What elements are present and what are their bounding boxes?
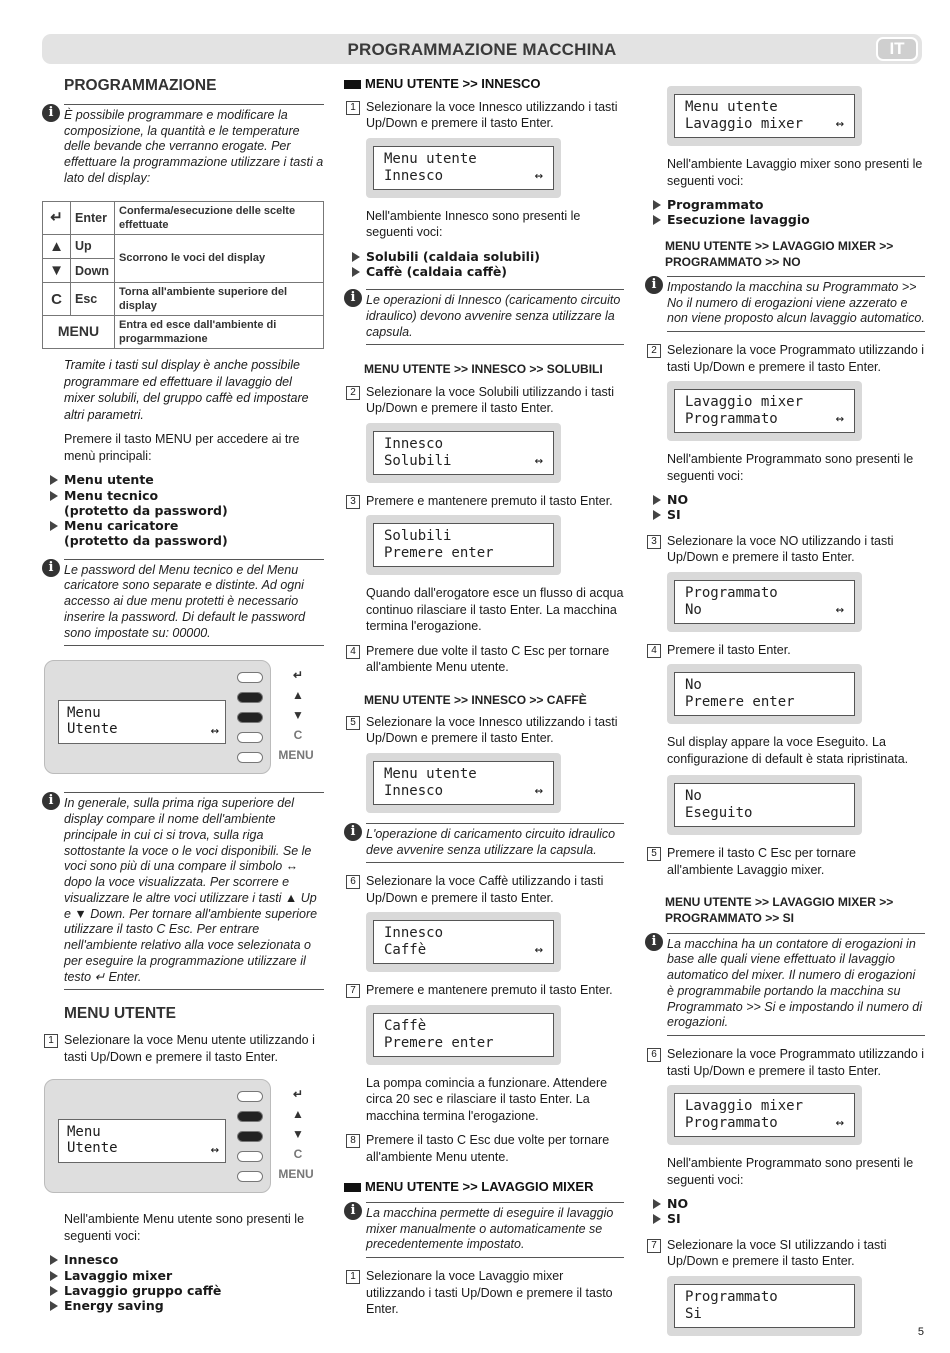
scroll-arrows-icon: ↔	[534, 942, 543, 959]
step: 3 Selezionare la voce NO utilizzando i tasti Up/Down e premere il tasto Enter.	[645, 533, 925, 566]
enter-icon: ↵	[292, 1087, 304, 1102]
note-text: Le password del Menu tecnico e del Menu caricatore sono separate e distinte. Ad ogni accesso ai due menu protetti è necessario inserire la password. Di default le password sono impostate su: 00000.	[64, 559, 324, 647]
key-desc: Entra ed esce dall'ambiente di progarmmazione	[115, 316, 324, 349]
info-icon: i	[344, 1202, 362, 1220]
step: 6 Selezionare la voce Caffè utilizzando i tasti Up/Down e premere il tasto Enter.	[344, 873, 624, 906]
display-line: Premere enter	[384, 545, 494, 562]
scroll-arrows-icon: ↔	[835, 1115, 844, 1131]
menu-button[interactable]	[237, 1171, 263, 1182]
step-text: Premere due volte il tasto C Esc per tornare all'ambiente Menu utente.	[366, 643, 610, 675]
step-text: Selezionare la voce Innesco utilizzando i tasti Up/Down e premere il tasto Enter.	[366, 714, 618, 746]
step-text: Premere il tasto Enter.	[667, 642, 791, 657]
display-line: Innesco	[384, 435, 444, 452]
page-number: 5	[917, 1325, 924, 1338]
step: 1 Selezionare la voce Lavaggio mixer utilizzando i tasti Up/Down e premere il tasto Enter.	[344, 1268, 624, 1318]
enter-icon: ↵	[43, 201, 71, 234]
keys-table	[42, 201, 324, 350]
items-list	[653, 492, 925, 523]
page-title: PROGRAMMAZIONE MACCHINA	[347, 40, 617, 59]
display-line: Menu utente	[685, 99, 778, 115]
enter-icon: ↵	[292, 668, 304, 683]
esc-icon: C	[43, 283, 71, 316]
down-button[interactable]	[237, 712, 263, 723]
list-item: Menu utente	[50, 472, 324, 487]
step-text: Selezionare la voce Programmato utilizzando i tasti Up/Down e premere il tasto Enter.	[667, 343, 925, 374]
step: 1 Selezionare la voce Menu utente utilizzando i tasti Up/Down e premere il tasto Enter.	[42, 1032, 324, 1065]
display-line: Caffè	[384, 942, 427, 959]
paragraph: Nell'ambiente Lavaggio mixer sono presenti le seguenti voci:	[667, 157, 923, 188]
esc-label: C	[293, 728, 303, 743]
info-note	[42, 104, 324, 191]
list-item: NO	[653, 492, 925, 507]
info-icon: i	[42, 792, 60, 810]
key-name: Enter	[71, 201, 115, 234]
paragraph: La pompa comincia a funzionare. Attendere circa 20 sec e rilasciare il tasto Enter. La macchina termina l'erogazione.	[366, 1075, 608, 1123]
scroll-arrows-icon: ↔	[534, 452, 543, 469]
note-text: È possibile programmare e modificare la composizione, la quantità e le temperature delle bevande che verranno erogate. Per effettuare la programmazione utilizzare i tasti a lato del display:	[64, 104, 324, 191]
display-line: Menu utente	[384, 150, 477, 167]
info-note	[42, 792, 324, 990]
info-icon: i	[42, 104, 60, 122]
column-3	[645, 80, 925, 1346]
step-text: Premere e mantenere premuto il tasto Enter.	[366, 493, 613, 508]
paragraph: Sul display appare la voce Eseguito. La configurazione di default è stata ripristinata.	[667, 735, 909, 766]
lcd-display	[667, 572, 862, 632]
paragraph: Premere il tasto MENU per accedere ai tre menù principali:	[64, 432, 300, 463]
step: 5 Premere il tasto C Esc per tornare all'ambiente Lavaggio mixer.	[645, 845, 925, 878]
up-arrow-icon: ▲	[292, 1107, 304, 1122]
down-arrow-icon: ▼	[43, 258, 71, 282]
note-text: In generale, sulla prima riga superiore del display compare il nome dell'ambiente principale in cui ci si trova, sulla riga sottostante la voce o le voci disponibili. Se le voci sono più di una compare il simbolo ↔ dopo la voce visualizzata. Per scorrere e visualizzare le altre voci utilizzare i tasti ▲ Up e ▼ Down. Per tornare all'ambiente superiore utilizzare il tasto C Esc. Per entrare nell'ambiente relativo alla voce selezionata o per eseguire la programmazione utilizzare il testo ↵ Enter.	[64, 792, 324, 990]
step-text: Premere e mantenere premuto il tasto Enter.	[366, 983, 613, 998]
info-icon: i	[344, 823, 362, 841]
heading-text: MENU UTENTE >> LAVAGGIO MIXER	[365, 1179, 594, 1195]
display-line: Menu	[67, 705, 101, 722]
list-item: Lavaggio gruppo caffè	[50, 1283, 324, 1298]
info-note	[645, 933, 925, 1037]
display-line: Premere enter	[384, 1034, 494, 1051]
step-text: Selezionare la voce Programmato utilizzando i tasti Up/Down e premere il tasto Enter.	[667, 1047, 925, 1078]
up-arrow-icon: ▲	[43, 234, 71, 258]
down-arrow-icon: ▼	[292, 1127, 304, 1142]
up-button[interactable]	[237, 692, 263, 703]
display-line: Solubili	[384, 528, 452, 545]
key-desc: Conferma/esecuzione delle scelte effettuate	[115, 201, 324, 234]
info-note	[344, 823, 624, 864]
display-line: No	[685, 677, 702, 694]
heading-text: MENU UTENTE >> INNESCO	[365, 76, 541, 91]
display-line: Caffè	[384, 1017, 427, 1034]
list-item: Solubili (caldaia solubili)	[352, 249, 624, 264]
subheading: MENU UTENTE >> LAVAGGIO MIXER >> PROGRAMMATO >> NO	[665, 238, 894, 269]
info-icon: i	[42, 559, 60, 577]
control-panel	[42, 660, 324, 778]
display-line: No	[685, 788, 702, 805]
step-text: Selezionare la voce Innesco utilizzando i tasti Up/Down e premere il tasto Enter.	[366, 99, 618, 131]
enter-button[interactable]	[237, 1091, 263, 1102]
lcd-display	[667, 775, 862, 835]
menu-label: MENU	[278, 1167, 314, 1182]
enter-button[interactable]	[237, 672, 263, 683]
menu-label: MENU	[278, 748, 314, 763]
up-arrow-icon: ▲	[292, 688, 304, 703]
step: 2 Selezionare la voce Solubili utilizzando i tasti Up/Down e premere il tasto Enter.	[344, 384, 624, 417]
lcd-display	[667, 1085, 862, 1145]
items-list	[653, 197, 925, 228]
step: 7 Premere e mantenere premuto il tasto Enter.	[344, 982, 624, 999]
list-item: Energy saving	[50, 1298, 324, 1313]
display-line: Innesco	[384, 782, 444, 799]
esc-button[interactable]	[237, 732, 263, 743]
lcd-display	[366, 1005, 561, 1065]
scroll-arrows-icon: ↔	[835, 601, 844, 618]
step-text: Premere il tasto C Esc due volte per tornare all'ambiente Menu utente.	[366, 1133, 610, 1164]
items-list	[352, 249, 624, 280]
section-heading: PROGRAMMAZIONE	[64, 77, 217, 94]
note-text: L'operazione di caricamento circuito idraulico deve avvenire senza utilizzare la capsula.	[366, 823, 624, 864]
step-text: Selezionare la voce Menu utente utilizzando i tasti Up/Down e premere il tasto Enter.	[64, 1033, 315, 1064]
paragraph: Nell'ambiente Menu utente sono presenti le seguenti voci:	[64, 1212, 305, 1243]
info-icon: i	[645, 276, 663, 294]
lcd-display	[667, 86, 862, 146]
step: 6 Selezionare la voce Programmato utilizzando i tasti Up/Down e premere il tasto Enter.	[645, 1046, 925, 1079]
paragraph: Quando dall'erogatore esce un flusso di acqua continuo rilasciare il tasto Enter. La macchina termina l'erogazione.	[366, 586, 624, 634]
display-line: Programmato	[685, 411, 778, 428]
scroll-arrows-icon: ↔	[534, 782, 543, 799]
key-desc: Scorrono le voci del display	[115, 234, 324, 282]
list-item: Innesco	[50, 1252, 324, 1267]
display-line: Lavaggio mixer	[685, 394, 804, 411]
display-line: Menu	[67, 1124, 101, 1141]
step-text: Selezionare la voce Caffè utilizzando i tasti Up/Down e premere il tasto Enter.	[366, 874, 604, 905]
scroll-arrows-icon: ↔	[210, 1142, 219, 1159]
note-text: La macchina permette di eseguire il lavaggio mixer manualmente o automaticamente se precedentemente impostato.	[366, 1202, 624, 1258]
note-text: Le operazioni di Innesco (caricamento circuito idraulico) devono avvenire senza utilizzare la capsula.	[366, 289, 624, 345]
menu-key: MENU	[43, 316, 115, 349]
note-text: Impostando la macchina su Programmato >> No il numero di erogazioni viene azzerato e non viene proposto alcun lavaggio automatico.	[667, 276, 925, 332]
step: 2 Selezionare la voce Programmato utilizzando i tasti Up/Down e premere il tasto Enter.	[645, 342, 925, 375]
key-name: Up	[71, 234, 115, 258]
paragraph: Nell'ambiente Programmato sono presenti le seguenti voci:	[667, 1156, 914, 1187]
paragraph: Nell'ambiente Programmato sono presenti le seguenti voci:	[667, 452, 914, 483]
display-line: Premere enter	[685, 694, 795, 711]
up-button[interactable]	[237, 1111, 263, 1122]
list-item: Caffè (caldaia caffè)	[352, 264, 624, 279]
esc-label: C	[293, 1147, 303, 1162]
paragraph: Tramite i tasti sul display è anche possibile programmare ed effettuare il lavaggio del mixer solubili, del gruppo caffè ed impostare altri parametri.	[64, 358, 309, 422]
key-desc: Torna all'ambiente superiore del display	[115, 283, 324, 316]
display-line: Si	[685, 1305, 702, 1322]
lcd-display	[667, 381, 862, 441]
step-text: Selezionare la voce SI utilizzando i tasti Up/Down e premere il tasto Enter.	[667, 1237, 887, 1268]
subheading: MENU UTENTE >> LAVAGGIO MIXER >> PROGRAMMATO >> SI	[665, 895, 894, 926]
display-line: Programmato	[685, 584, 778, 601]
section-heading	[344, 1179, 624, 1196]
language-badge: IT	[876, 37, 918, 61]
list-item: (protetto da password)	[64, 533, 228, 549]
key-name: Down	[71, 258, 115, 282]
lcd-display	[667, 664, 862, 724]
display-line: Innesco	[384, 925, 444, 942]
key-name: Esc	[71, 283, 115, 316]
display-line: Eseguito	[685, 805, 753, 822]
list-item: Programmato	[653, 197, 925, 212]
display-line: Programmato	[685, 1115, 778, 1131]
lcd-display	[366, 515, 561, 575]
display-line: Programmato	[685, 1288, 778, 1305]
step: 8 Premere il tasto C Esc due volte per tornare all'ambiente Menu utente.	[344, 1132, 624, 1165]
step: 7 Selezionare la voce SI utilizzando i tasti Up/Down e premere il tasto Enter.	[645, 1237, 925, 1270]
display-line: Solubili	[384, 452, 452, 469]
lcd-display	[366, 138, 561, 198]
list-item: SI	[653, 507, 925, 522]
step: 5 Selezionare la voce Innesco utilizzando i tasti Up/Down e premere il tasto Enter.	[344, 714, 624, 747]
down-arrow-icon: ▼	[292, 708, 304, 723]
info-note	[645, 276, 925, 332]
section-heading	[344, 76, 624, 93]
info-note	[344, 1202, 624, 1258]
lcd-display	[366, 912, 561, 972]
control-panel	[42, 1079, 324, 1197]
lcd-display	[366, 753, 561, 813]
display-line: Utente	[67, 721, 118, 738]
step: 4 Premere due volte il tasto C Esc per tornare all'ambiente Menu utente.	[344, 643, 624, 676]
scroll-arrows-icon: ↔	[534, 167, 543, 184]
list-item: NO	[653, 1196, 925, 1211]
column-1	[42, 72, 324, 1323]
list-item: Lavaggio mixer	[50, 1268, 324, 1283]
scroll-arrows-icon: ↔	[210, 723, 219, 740]
display-line: Lavaggio mixer	[685, 1098, 804, 1114]
info-icon: i	[344, 289, 362, 307]
page-header	[42, 34, 922, 64]
lcd-display	[667, 1276, 862, 1336]
step: 3 Premere e mantenere premuto il tasto Enter.	[344, 493, 624, 510]
info-note	[42, 559, 324, 647]
display-line: Lavaggio mixer	[685, 116, 804, 132]
display-line: Menu utente	[384, 765, 477, 782]
subheading: MENU UTENTE >> INNESCO >> CAFFÈ	[364, 692, 587, 707]
display-line: Utente	[67, 1140, 118, 1157]
list-item: Menu caricatore	[50, 518, 324, 533]
display-line: Innesco	[384, 167, 444, 184]
scroll-arrows-icon: ↔	[835, 116, 844, 132]
step-text: Selezionare la voce Lavaggio mixer utilizzando i tasti Up/Down e premere il tasto Enter.	[366, 1269, 613, 1317]
items-list	[50, 1252, 324, 1313]
display-line: No	[685, 601, 702, 618]
subheading: MENU UTENTE >> INNESCO >> SOLUBILI	[364, 362, 603, 377]
list-item: Esecuzione lavaggio	[653, 212, 925, 227]
menu-list	[50, 472, 324, 548]
menu-button[interactable]	[237, 752, 263, 763]
display-screen	[58, 700, 226, 744]
column-2	[344, 72, 624, 1324]
step: 1 Selezionare la voce Innesco utilizzando i tasti Up/Down e premere il tasto Enter.	[344, 99, 624, 132]
list-item: Menu tecnico	[50, 488, 324, 503]
info-icon: i	[645, 933, 663, 951]
step-text: Premere il tasto C Esc per tornare all'ambiente Lavaggio mixer.	[667, 846, 856, 877]
section-heading: MENU UTENTE	[64, 1005, 176, 1023]
step: 4 Premere il tasto Enter.	[645, 642, 925, 659]
lcd-display	[366, 423, 561, 483]
step-text: Selezionare la voce NO utilizzando i tasti Up/Down e premere il tasto Enter.	[667, 533, 894, 565]
down-button[interactable]	[237, 1131, 263, 1142]
esc-button[interactable]	[237, 1151, 263, 1162]
list-item: (protetto da password)	[64, 502, 228, 518]
paragraph: Nell'ambiente Innesco sono presenti le seguenti voci:	[366, 208, 581, 240]
scroll-arrows-icon: ↔	[835, 411, 844, 428]
note-text: La macchina ha un contatore di erogazioni in base alle quali viene effettuato il lavaggio automatico del mixer. Il numero di erogazioni è programmabile portando la macchina su Programmato >> Si e impostando il numero di erogazioni.	[667, 933, 925, 1037]
list-item: SI	[653, 1211, 925, 1226]
display-screen	[58, 1119, 226, 1163]
step-text: Selezionare la voce Solubili utilizzando i tasti Up/Down e premere il tasto Enter.	[366, 384, 615, 416]
items-list	[653, 1196, 925, 1227]
info-note	[344, 289, 624, 345]
